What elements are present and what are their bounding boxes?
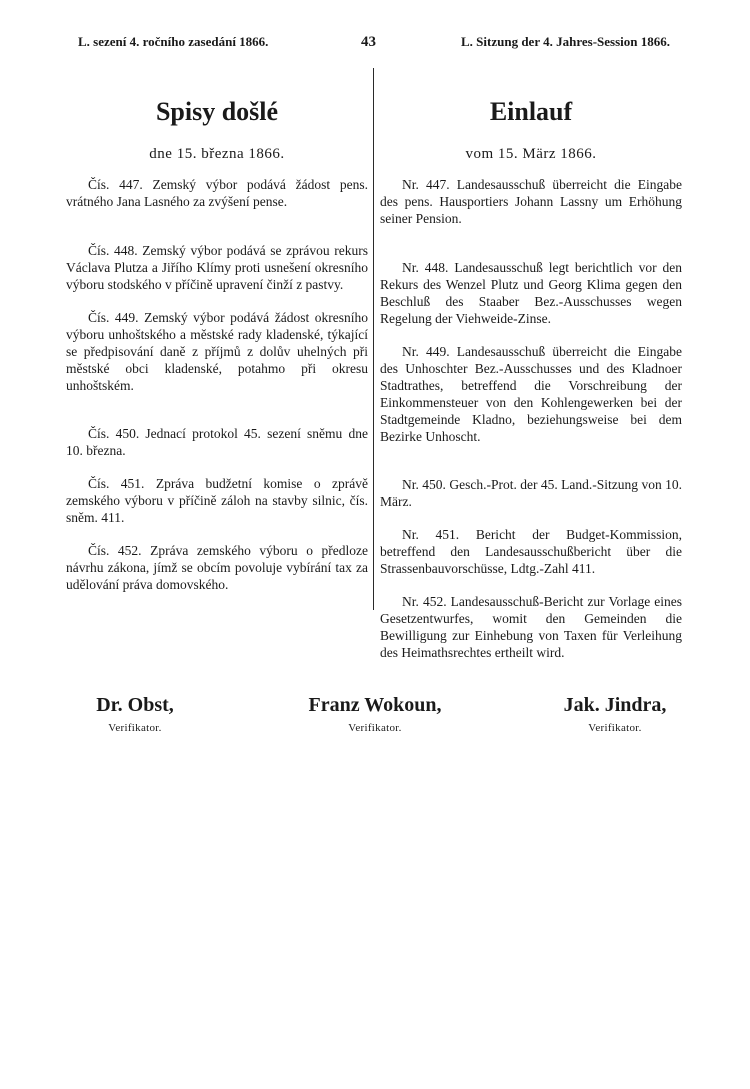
entry-448-cz: Čís. 448. Zemský výbor podává se zprávou rekurs Václava Plutza a Jiřího Klímy proti usnešení okresního výboru stodského v příčině upravení činží z pastvy. [66, 243, 368, 292]
entry-452-cz: Čís. 452. Zpráva zemského výboru o předloze návrhu zákona, jímž se obcím povoluje vybírání tax za udělování práva domovského. [66, 543, 368, 592]
signature-role: Verifikator. [108, 722, 162, 734]
signature-role: Verifikator. [348, 722, 402, 734]
entry-448-de: Nr. 448. Landesausschuß legt berichtlich vor den Rekurs des Wenzel Plutz und Georg Klima gegen den Beschluß des Staaber Bez.-Ausschusses wegen Regelung der Viehweide-Zinse. [380, 260, 682, 326]
czech-column-date: dne 15. března 1866. [149, 146, 285, 162]
page-header [0, 34, 750, 54]
german-column-title: Einlauf [489, 97, 573, 126]
entry-449-de: Nr. 449. Landesausschuß überreicht die Eingabe des Unhoschter Bez.-Ausschusses und des Kladnoer Stadtrathes, betreffend die Vorschreibung der Einkommensteuer von den Kohlengewerken bei der Stadtgemeinde Kladno, beziehungsweise bei dem Bezirke Unhoscht. [380, 344, 682, 444]
german-column [380, 96, 682, 661]
signature-name: Dr. Obst, [96, 694, 174, 716]
entry-449-cz: Čís. 449. Zemský výbor podává žádost okresního výboru unhoštského a městské rady kladenské, týkající se předpisování daně z příjmů z dolův uhelných při městské obci kladenské, potahmo při okresu unhoštském. [66, 310, 368, 393]
entry-451-cz: Čís. 451. Zpráva budžetní komise o zprávě zemského výboru v příčině záloh na stavby silnic, čís. sněm. 411. [66, 476, 368, 525]
column-divider [373, 68, 374, 610]
entry-450-de: Nr. 450. Gesch.-Prot. der 45. Land.-Sitzung von 10. März. [380, 477, 682, 509]
entry-447-de: Nr. 447. Landesausschuß überreicht die Eingabe des pens. Hausportiers Johann Lassny um Erhöhung seiner Pension. [380, 177, 682, 226]
entry-452-de: Nr. 452. Landesausschuß-Bericht zur Vorlage eines Gesetzentwurfes, womit den Gemeinden die Bewilligung zur Einhebung von Taxen für Verleihung des Heimathsrechtes ertheilt wird. [380, 594, 682, 660]
signature-jindra [530, 692, 700, 734]
czech-column [66, 96, 368, 593]
german-entries [380, 176, 682, 661]
czech-entries [66, 176, 368, 593]
header-right-german: L. Sitzung der 4. Jahres-Session 1866. [461, 34, 670, 49]
signature-name: Jak. Jindra, [563, 694, 667, 716]
german-column-date: vom 15. März 1866. [465, 146, 597, 162]
page-number: 43 [361, 34, 376, 50]
header-left-czech: L. sezení 4. ročního zasedání 1866. [78, 34, 269, 49]
entry-451-de: Nr. 451. Bericht der Budget-Kommission, betreffend den Landesausschußbericht über die Strassenbauvorschüsse, Ldtg.-Zahl 411. [380, 527, 682, 576]
signature-name: Franz Wokoun, [308, 694, 442, 716]
signature-role: Verifikator. [588, 722, 642, 734]
czech-column-title: Spisy došlé [155, 97, 279, 126]
entry-450-cz: Čís. 450. Jednací protokol 45. sezení sněmu dne 10. března. [66, 426, 368, 458]
signature-obst [50, 692, 220, 734]
entry-447-cz: Čís. 447. Zemský výbor podává žádost pens. vrátného Jana Lasného za zvýšení pense. [66, 177, 368, 209]
signature-wokoun [275, 692, 475, 734]
